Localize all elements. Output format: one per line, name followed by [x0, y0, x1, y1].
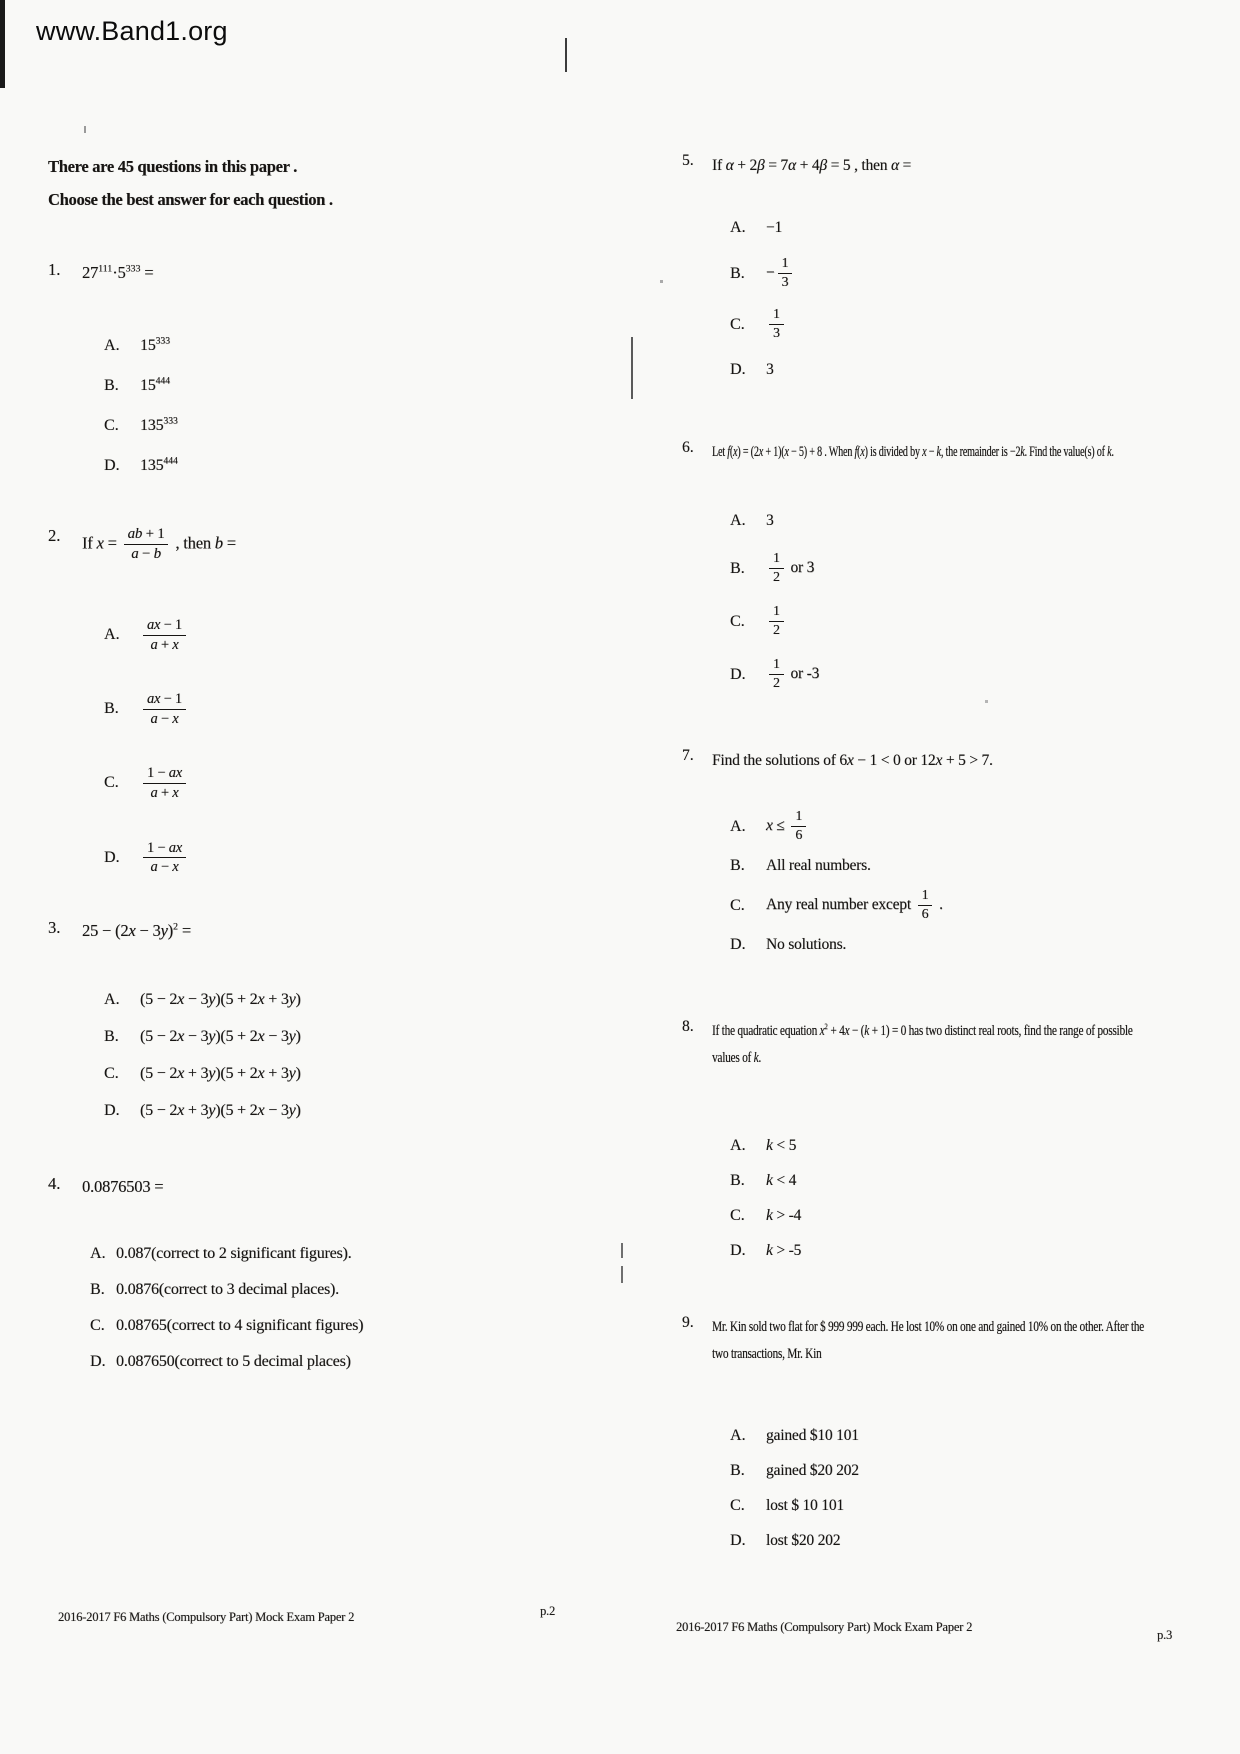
page-right-column [682, 152, 1230, 1558]
option-text: gained $10 101 [766, 1426, 859, 1444]
option-D [104, 1093, 575, 1130]
question-stem-row [48, 526, 575, 563]
option-label: C. [104, 417, 119, 434]
question-stem-row [682, 439, 1230, 466]
option-label: C. [730, 1206, 745, 1224]
question-stem-row [682, 1018, 1230, 1072]
option-label: A. [104, 991, 120, 1009]
option-text: $\frac{1}{2}$ or -3 [766, 657, 819, 692]
question-4 [48, 1174, 575, 1380]
option-text: (5 − 2x + 3y)(5 + 2x − 3y) [140, 1102, 301, 1120]
option-label: A. [104, 626, 120, 644]
option-D [730, 1523, 1230, 1558]
question-9 [682, 1314, 1230, 1558]
option-label: B. [730, 1461, 745, 1479]
scan-artifact [0, 0, 5, 88]
question-stem: Find the solutions of 6x − 1 < 0 or 12x + 5 > 7. [712, 752, 993, 770]
option-B [104, 1019, 575, 1056]
option-A [104, 611, 575, 659]
scan-artifact [621, 1266, 623, 1283]
question-number: 1. [48, 260, 61, 279]
option-text: (5 − 2x − 3y)(5 + 2x − 3y) [140, 1028, 301, 1046]
option-label: D. [730, 665, 746, 683]
question-stem: If the quadratic equation $x^2 + 4x - (k + 1) = 0$ has two distinct real roots, find the range of possible values of k. [712, 1021, 1133, 1067]
site-watermark: www.Band1.org [36, 16, 228, 46]
question-stem: $27^{111}\cdot 5^{333}$ = [82, 263, 154, 282]
page-left-column [48, 150, 575, 1380]
option-text: No solutions. [766, 936, 847, 954]
scan-artifact [621, 1243, 623, 1258]
question-number: 5. [682, 152, 694, 169]
option-text: 0.087650(correct to 5 decimal places) [116, 1352, 351, 1370]
option-label: C. [90, 1316, 105, 1334]
question-stem: Let f(x) = (2x + 1)(x − 5) + 8 . When f(x) is divided by x − k, the remainder is −2k. Find the value(s) of k. [712, 444, 1114, 461]
question-stem: If α + 2β = 7α + 4β = 5 , then α = [712, 157, 912, 174]
option-label: A. [730, 512, 746, 530]
options-list [48, 326, 575, 486]
option-C [90, 1308, 575, 1344]
question-stem-row [48, 918, 575, 944]
option-label: A. [90, 1244, 106, 1262]
option-label: B. [730, 857, 745, 875]
question-stem-row [682, 152, 1230, 179]
question-2 [48, 526, 575, 882]
option-text: 0.087(correct to 2 significant figures). [116, 1244, 352, 1262]
option-text: 3 [766, 512, 774, 530]
footer-title-p2: 2016-2017 F6 Maths (Compulsory Part) Mock Exam Paper 2 [58, 1610, 355, 1624]
option-text: 0.0876(correct to 3 decimal places). [116, 1280, 339, 1298]
option-C [104, 759, 575, 807]
option-A [104, 982, 575, 1019]
option-C [730, 599, 1230, 644]
option-label: C. [730, 1496, 745, 1514]
option-label: D. [104, 848, 120, 866]
option-C [104, 1056, 575, 1093]
option-label: B. [730, 1171, 745, 1189]
option-label: B. [104, 700, 119, 718]
option-text: Any real number except $\frac{1}{6}$ . [766, 888, 943, 923]
question-stem: If x = $\frac{ab + 1}{a - b}$ , then b = [82, 526, 236, 563]
option-text: $\frac{ax - 1}{a - x}$ [140, 691, 189, 727]
paper-instructions [48, 150, 575, 216]
option-text: $\frac{ax - 1}{a + x}$ [140, 617, 189, 653]
options-list [48, 1236, 575, 1380]
options-list [48, 611, 575, 882]
option-A [730, 804, 1230, 849]
option-label: B. [730, 264, 745, 282]
option-text: $\frac{1}{3}$ [766, 307, 787, 342]
option-label: C. [104, 1065, 119, 1083]
question-number: 3. [48, 917, 61, 937]
option-C [730, 1488, 1230, 1523]
footer-page-p2: p.2 [540, 1604, 556, 1618]
option-text: 0.08765(correct to 4 significant figures) [116, 1316, 364, 1334]
option-text: k < 4 [766, 1171, 797, 1189]
instruction-line: Choose the best answer for each question . [48, 190, 333, 209]
question-3 [48, 918, 575, 1130]
option-label: C. [730, 896, 745, 914]
option-label: B. [104, 1028, 119, 1046]
question-stem-row [682, 1314, 1230, 1368]
scan-artifact [84, 126, 86, 133]
options-list [682, 504, 1230, 697]
scan-artifact [631, 337, 633, 399]
question-7 [682, 747, 1230, 962]
option-label: C. [730, 315, 745, 333]
option-label: C. [730, 612, 745, 630]
option-text: lost $ 10 101 [766, 1496, 844, 1514]
option-C [104, 406, 575, 446]
option-D [730, 928, 1230, 962]
option-label: B. [90, 1280, 105, 1298]
option-text: k < 5 [766, 1136, 797, 1154]
option-B [730, 1163, 1230, 1198]
option-label: D. [730, 361, 746, 379]
option-text: − $\frac{1}{3}$ [766, 256, 795, 291]
question-stem-row [682, 747, 1230, 774]
option-D [104, 834, 575, 882]
option-D [104, 446, 575, 486]
option-text: $15^{333}$ [140, 335, 170, 354]
question-stem: $25 - (2x - 3y)^2$ = [82, 920, 191, 940]
option-text: $\frac{1 - ax}{a + x}$ [140, 765, 189, 801]
footer-title-p3: 2016-2017 F6 Maths (Compulsory Part) Mock Exam Paper 2 [676, 1620, 973, 1634]
option-B [104, 685, 575, 733]
option-label: D. [104, 1102, 120, 1120]
option-D [730, 1233, 1230, 1268]
option-A [730, 1418, 1230, 1453]
option-label: A. [104, 337, 120, 354]
option-text: $135^{333}$ [140, 415, 178, 434]
option-label: B. [104, 377, 119, 394]
option-label: D. [730, 1531, 746, 1549]
options-list [682, 1128, 1230, 1268]
question-stem-row [48, 260, 575, 286]
option-A [730, 1128, 1230, 1163]
question-stem-row [48, 1174, 575, 1200]
question-number: 9. [682, 1314, 694, 1332]
scan-artifact [660, 280, 663, 283]
option-D [90, 1344, 575, 1380]
option-B [730, 251, 1230, 296]
option-B [104, 366, 575, 406]
options-list [48, 982, 575, 1130]
option-label: D. [104, 457, 120, 474]
question-8 [682, 1018, 1230, 1268]
option-B [730, 546, 1230, 591]
option-A [90, 1236, 575, 1272]
options-list [682, 1418, 1230, 1558]
option-text: gained $20 202 [766, 1461, 859, 1479]
option-B [730, 849, 1230, 883]
question-number: 2. [48, 526, 61, 545]
option-label: D. [730, 936, 746, 954]
option-D [730, 652, 1230, 697]
question-number: 6. [682, 439, 694, 457]
option-text: $\frac{1}{2}$ or 3 [766, 551, 814, 586]
option-C [730, 302, 1230, 347]
option-label: C. [104, 774, 119, 792]
option-text: All real numbers. [766, 857, 871, 875]
question-5 [682, 152, 1230, 387]
option-C [730, 1198, 1230, 1233]
options-list [682, 804, 1230, 962]
question-stem: 0.0876503 = [82, 1176, 164, 1196]
option-label: A. [730, 219, 746, 236]
option-text: (5 − 2x + 3y)(5 + 2x + 3y) [140, 1065, 301, 1083]
question-6 [682, 439, 1230, 697]
question-number: 4. [48, 1173, 61, 1193]
option-label: A. [730, 817, 746, 835]
option-label: A. [730, 1426, 746, 1444]
question-1 [48, 260, 575, 486]
option-label: A. [730, 1136, 746, 1154]
option-A [730, 211, 1230, 245]
option-label: D. [730, 1241, 746, 1259]
options-list [682, 211, 1230, 387]
option-A [730, 504, 1230, 538]
option-text: (5 − 2x − 3y)(5 + 2x + 3y) [140, 991, 301, 1009]
option-label: B. [730, 559, 745, 577]
option-B [90, 1272, 575, 1308]
option-text: $\frac{1}{2}$ [766, 604, 787, 639]
option-text: $135^{444}$ [140, 455, 178, 474]
option-text: $15^{444}$ [140, 375, 170, 394]
question-number: 8. [682, 1018, 694, 1036]
scan-artifact [565, 38, 567, 72]
footer-page-p3: p.3 [1157, 1628, 1173, 1642]
question-stem: Mr. Kin sold two flat for $ 999 999 each. He lost 10% on one and gained 10% on the other. After the two transactions, Mr. Kin [712, 1319, 1144, 1363]
option-text: k > -4 [766, 1206, 802, 1224]
option-text: 3 [766, 361, 774, 379]
option-text: −1 [766, 219, 783, 236]
option-text: k > -5 [766, 1241, 802, 1259]
option-text: x ≤ $\frac{1}{6}$ [766, 809, 809, 844]
question-number: 7. [682, 747, 694, 765]
instruction-line: There are 45 questions in this paper . [48, 157, 297, 176]
option-C [730, 883, 1230, 928]
option-A [104, 326, 575, 366]
option-D [730, 353, 1230, 387]
option-B [730, 1453, 1230, 1488]
option-text: lost $20 202 [766, 1531, 841, 1549]
option-text: $\frac{1 - ax}{a - x}$ [140, 840, 189, 876]
option-label: D. [90, 1352, 106, 1370]
